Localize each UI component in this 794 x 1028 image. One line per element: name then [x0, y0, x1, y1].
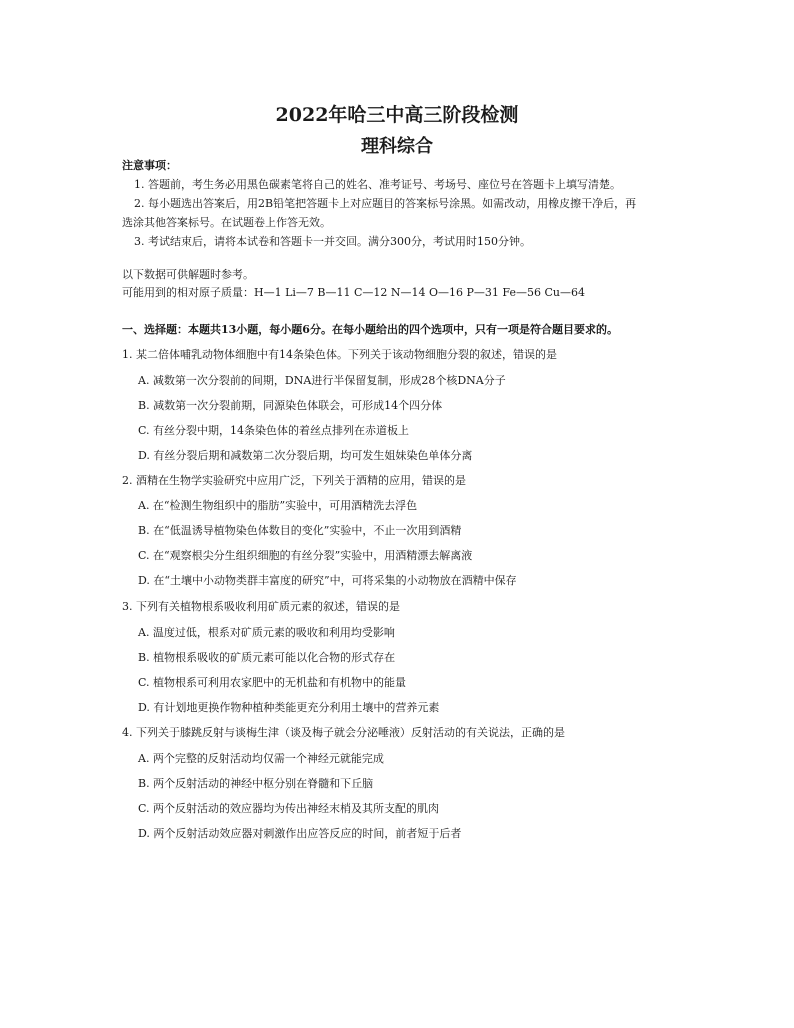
question-option: C. 有丝分裂中期，14条染色体的着丝点排列在赤道板上 [138, 424, 410, 437]
reference-intro: 以下数据可供解题时参考。 [122, 268, 254, 281]
question-option: A. 减数第一次分裂前的间期，DNA进行半保留复制，形成28个核DNA分子 [138, 374, 506, 387]
question-stem: 4. 下列关于膝跳反射与谈梅生津（谈及梅子就会分泌唾液）反射活动的有关说法，正确的是 [122, 726, 565, 739]
atomic-masses: 可能用到的相对原子质量：H—1 Li—7 B—11 C—12 N—14 O—16 P—31 Fe—56 Cu—64 [122, 286, 585, 299]
question-option: A. 温度过低，根系对矿质元素的吸收和利用均受影响 [138, 626, 395, 639]
question-option: B. 植物根系吸收的矿质元素可能以化合物的形式存在 [138, 651, 396, 664]
question-option: D. 在“土壤中小动物类群丰富度的研究”中，可将采集的小动物放在酒精中保存 [138, 574, 517, 587]
question-option: D. 有计划地更换作物种植种类能更充分利用土壤中的营养元素 [138, 701, 440, 714]
question-option: B. 在“低温诱导植物染色体数目的变化”实验中，不止一次用到酒精 [138, 524, 462, 537]
question-stem: 3. 下列有关植物根系吸收利用矿质元素的叙述，错误的是 [122, 600, 400, 613]
question-stem: 2. 酒精在生物学实验研究中应用广泛，下列关于酒精的应用，错误的是 [122, 474, 466, 487]
question-option: C. 在“观察根尖分生组织细胞的有丝分裂”实验中，用酒精漂去解离液 [138, 549, 473, 562]
page-title: 2022年哈三中高三阶段检测 [275, 104, 519, 126]
question-option: C. 植物根系可利用农家肥中的无机盐和有机物中的能量 [138, 676, 407, 689]
question-option: B. 减数第一次分裂前期，同源染色体联会，可形成14个四分体 [138, 399, 443, 412]
question-option: C. 两个反射活动的效应器均为传出神经末梢及其所支配的肌肉 [138, 802, 440, 815]
question-option: A. 两个完整的反射活动均仅需一个神经元就能完成 [138, 752, 384, 765]
note-item: 2. 每小题选出答案后，用2B铅笔把答题卡上对应题目的答案标号涂黑。如需改动，用橡皮擦干净后，再 [134, 197, 637, 210]
note-item: 选涂其他答案标号。在试题卷上作答无效。 [122, 216, 331, 229]
page-subtitle: 理科综合 [361, 136, 433, 157]
question-option: D. 两个反射活动效应器对刺激作出应答反应的时间，前者短于后者 [138, 827, 462, 840]
question-option: B. 两个反射活动的神经中枢分别在脊髓和下丘脑 [138, 777, 374, 790]
section-heading: 一、选择题：本题共13小题，每小题6分。在每小题给出的四个选项中，只有一项是符合题目要求的。 [122, 323, 618, 336]
notes-heading: 注意事项： [122, 159, 177, 172]
note-item: 1. 答题前，考生务必用黑色碳素笔将自己的姓名、准考证号、考场号、座位号在答题卡上填写清楚。 [134, 178, 621, 191]
question-option: D. 有丝分裂后期和减数第二次分裂后期，均可发生姐妹染色单体分离 [138, 449, 473, 462]
question-option: A. 在“检测生物组织中的脂肪”实验中，可用酒精洗去浮色 [138, 499, 418, 512]
note-item: 3. 考试结束后，请将本试卷和答题卡一并交回。满分300分，考试用时150分钟。 [134, 235, 531, 248]
question-stem: 1. 某二倍体哺乳动物体细胞中有14条染色体。下列关于该动物细胞分裂的叙述，错误的是 [122, 348, 557, 361]
